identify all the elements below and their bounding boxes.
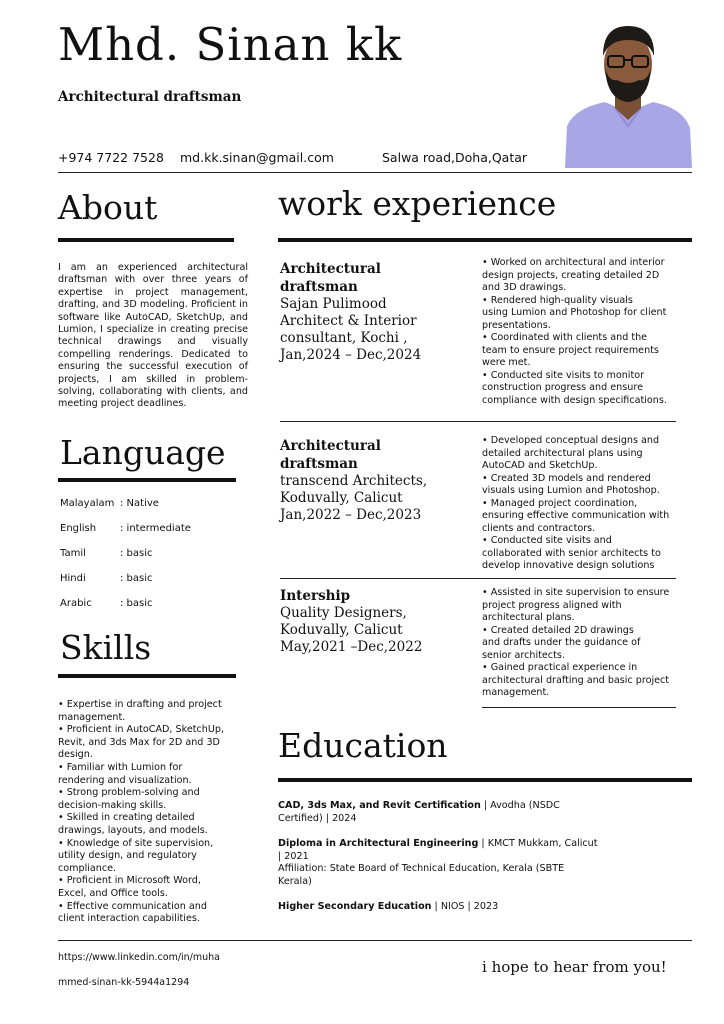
skill-line: • Expertise in drafting and project <box>58 699 222 710</box>
education-heading: Education <box>278 726 448 765</box>
bullet-line: • Managed project coordination, <box>482 497 638 509</box>
linkedin-link[interactable]: https://www.linkedin.com/in/muha <box>58 952 220 963</box>
job-entry-3 <box>280 587 460 656</box>
job-bullets-1 <box>482 257 688 407</box>
bullet-line: AutoCAD and SketchUp. <box>482 460 598 471</box>
profile-photo <box>565 16 692 168</box>
language-underline <box>58 478 236 482</box>
skill-line: decision-making skills. <box>58 799 167 811</box>
bullet-line: and drafts under the guidance of <box>482 637 641 648</box>
bullet-line: collaborated with senior architects to <box>482 547 661 559</box>
language-level: : Native <box>120 498 159 509</box>
about-heading: About <box>58 188 158 227</box>
job-location: Koduvally, Calicut <box>280 622 403 638</box>
bullet-line: were met. <box>482 357 531 368</box>
language-item <box>60 523 191 534</box>
bullet-line: compliance with design specifications. <box>482 394 667 406</box>
education-details: | Avodha (NSDC Certified) | 2024 <box>278 800 560 824</box>
skill-line: • Familiar with Lumion for <box>58 761 183 773</box>
job-divider <box>280 578 676 579</box>
job-company: Sajan Pulimood <box>280 296 387 312</box>
bullet-line: presentations. <box>482 319 551 331</box>
language-level: : basic <box>120 598 153 609</box>
education-item <box>278 800 598 825</box>
closing-line: i hope to hear from you! <box>482 958 667 976</box>
bullet-line: team to ensure project requirements <box>482 344 659 356</box>
skill-line: management. <box>58 711 126 723</box>
job-role: Architectural <box>280 261 381 277</box>
bullet-line: • Created 3D models and rendered <box>482 472 651 484</box>
job-company: transcend Architects, <box>280 473 428 489</box>
skill-line: Revit, and 3ds Max for 2D and 3D <box>58 736 220 748</box>
bullet-line: visuals using Lumion and Photoshop. <box>482 485 660 496</box>
job-dates: Jan,2024 – Dec,2024 <box>280 347 422 363</box>
skill-line: • Skilled in creating detailed <box>58 812 195 824</box>
job-role: draftsman <box>280 456 358 472</box>
job-company: Quality Designers, <box>280 605 407 621</box>
job-role: Intership <box>280 588 351 604</box>
bullet-line: • Conducted site visits to monitor <box>482 369 645 381</box>
footer-divider <box>58 940 692 941</box>
bullet-line: management. <box>482 687 550 698</box>
language-name: Malayalam <box>60 498 115 509</box>
language-name: Tamil <box>60 548 86 559</box>
skills-heading: Skills <box>60 628 152 667</box>
work-heading: work experience <box>278 184 557 223</box>
language-item <box>60 548 153 559</box>
skills-underline <box>58 674 236 678</box>
bullet-line: detailed architectural plans using <box>482 447 643 459</box>
bullet-line: • Conducted site visits and <box>482 535 612 546</box>
header-divider <box>58 172 692 173</box>
about-text: I am an experienced architectural draftsman with over three years of expertise in project management, drafting, and 3D modeling. Proficient in software like AutoCAD, SketchUp, and Lumion, I specialize in creating precise technical drawings and visually compelling renderings. Dedicated to ensuring the successful execution of projects, I am skilled in problem-solving, collaborating with clients, and meeting project deadlines. <box>58 262 248 410</box>
bullet-line: design projects, creating detailed 2D <box>482 269 660 281</box>
education-item <box>278 901 598 914</box>
skill-line: Excel, and Office tools. <box>58 887 168 899</box>
language-level: : intermediate <box>120 523 191 534</box>
language-item <box>60 573 153 584</box>
skill-line: • Strong problem-solving and <box>58 787 200 799</box>
language-name: English <box>60 523 97 534</box>
language-item <box>60 498 159 509</box>
work-underline <box>278 238 692 242</box>
job-location: Koduvally, Calicut <box>280 490 403 506</box>
language-item <box>60 598 153 609</box>
skill-line: • Knowledge of site supervision, <box>58 837 214 849</box>
skill-line: • Effective communication and <box>58 900 207 912</box>
candidate-name: Mhd. Sinan kk <box>58 18 403 71</box>
education-item <box>278 838 598 888</box>
job-location: consultant, Kochi , <box>280 330 408 346</box>
language-name: Arabic <box>60 598 92 609</box>
job-bullets-2 <box>482 435 688 573</box>
bullet-line: • Worked on architectural and interior <box>482 257 665 268</box>
bullet-line: • Assisted in site supervision to ensure <box>482 587 670 598</box>
bullet-line: develop innovative design solutions <box>482 560 655 571</box>
email: md.kk.sinan@gmail.com <box>180 150 334 165</box>
job-dates: May,2021 –Dec,2022 <box>280 639 423 655</box>
language-heading: Language <box>60 433 226 472</box>
job-entry-2 <box>280 437 460 524</box>
bullet-line: • Developed conceptual designs and <box>482 435 660 446</box>
education-title: Diploma in Architectural Engineering <box>278 838 479 849</box>
skill-line: drawings, layouts, and models. <box>58 824 208 836</box>
job-company: Architect & Interior <box>280 313 417 329</box>
location: Salwa road,Doha,Qatar <box>382 150 528 165</box>
job-divider <box>280 421 676 422</box>
skill-line: • Proficient in AutoCAD, SketchUp, <box>58 724 225 736</box>
bullet-line: senior architects. <box>482 649 565 661</box>
education-details: | NIOS | 2023 <box>431 901 499 912</box>
job-role: draftsman <box>280 279 358 295</box>
skill-line: utility design, and regulatory <box>58 850 197 862</box>
skill-line: compliance. <box>58 862 117 874</box>
about-underline <box>58 238 234 242</box>
education-title: CAD, 3ds Max, and Revit Certification <box>278 800 481 811</box>
bullet-line: clients and contractors. <box>482 522 596 534</box>
bullet-line: project progress aligned with <box>482 599 622 611</box>
language-level: : basic <box>120 573 153 584</box>
linkedin-link-continued[interactable]: mmed-sinan-kk-5944a1294 <box>58 977 190 988</box>
bullet-line: ensuring effective communication with <box>482 510 670 521</box>
bullet-line: • Coordinated with clients and the <box>482 332 648 343</box>
bullet-line: architectural plans. <box>482 612 575 623</box>
bullet-line: and 3D drawings. <box>482 282 567 293</box>
job-entry-1 <box>280 260 460 364</box>
education-underline <box>278 778 692 782</box>
job-dates: Jan,2022 – Dec,2023 <box>280 507 422 523</box>
bullet-line: • Gained practical experience in <box>482 662 638 673</box>
language-level: : basic <box>120 548 153 559</box>
skill-line: rendering and visualization. <box>58 774 192 786</box>
job-bullets-3 <box>482 587 688 700</box>
language-name: Hindi <box>60 573 86 584</box>
skills-list <box>58 699 248 926</box>
phone: +974 7722 7528 <box>58 150 164 165</box>
bullet-line: using Lumion and Photoshop for client <box>482 307 667 318</box>
bullet-line: • Rendered high-quality visuals <box>482 294 633 306</box>
bullet-line: construction progress and ensure <box>482 382 643 393</box>
bullet-line: architectural drafting and basic project <box>482 674 670 686</box>
job-title: Architectural draftsman <box>58 89 242 105</box>
education-details: | KMCT Mukkam, Calicut | 2021 <box>278 838 598 862</box>
education-affiliation: Affiliation: State Board of Technical Education, Kerala (SBTE Kerala) <box>278 863 565 887</box>
skill-line: design. <box>58 749 93 761</box>
skill-line: client interaction capabilities. <box>58 913 200 925</box>
bullet-line: • Created detailed 2D drawings <box>482 624 634 636</box>
education-title: Higher Secondary Education <box>278 901 432 912</box>
skill-line: • Proficient in Microsoft Word, <box>58 875 201 887</box>
job-role: Architectural <box>280 438 381 454</box>
job-divider <box>482 707 676 708</box>
